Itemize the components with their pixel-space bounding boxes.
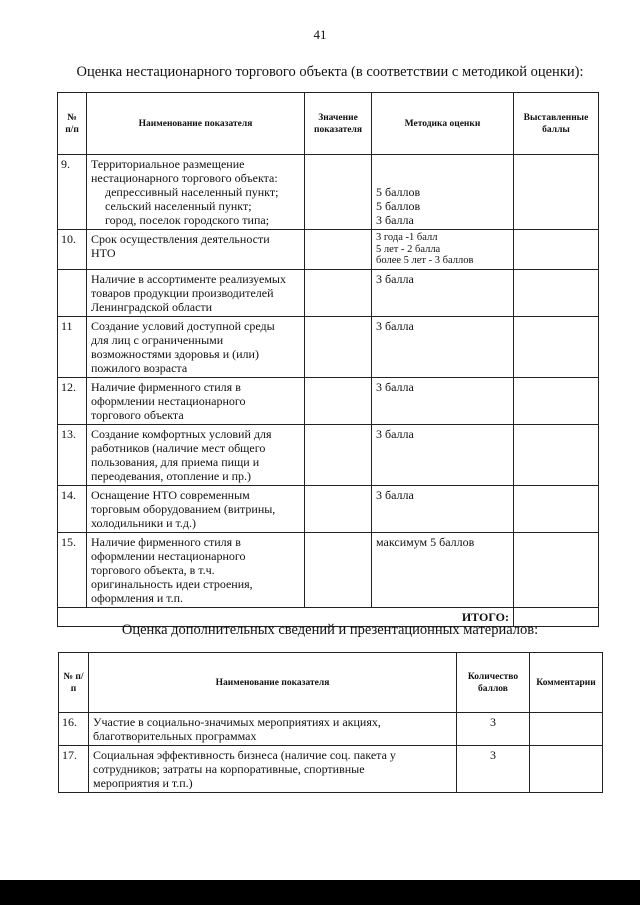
comment-cell [530,746,603,793]
method-line: 3 балла [376,271,414,286]
table-row [58,269,599,316]
row-number: 13. [58,424,87,485]
spacer [376,171,509,185]
indicator-name-line: Срок осуществления деятельности [91,232,270,246]
indicator-name-line: оформления и т.п. [91,590,184,605]
indicator-name-line: Наличие фирменного стиля в [91,379,241,394]
row-number: 16. [59,713,89,746]
additional-info-table [58,652,603,793]
indicator-name-line: оформлении нестационарного [91,548,246,563]
indicator-name-line: торгового объекта, в т.ч. [91,562,215,577]
indicator-name-line: оригинальность идеи строения, [91,576,253,591]
indicator-name-line: для лиц с ограниченными [91,332,224,347]
table-row [58,485,599,532]
indicator-name-line: Территориальное размещение [91,157,245,171]
indicator-name-line: Участие в социально-значимых мероприятиях и акциях, [93,715,381,729]
indicator-name-line: Ленинградской области [91,299,213,314]
points-cell: 3 [457,746,530,793]
method-cell [372,316,514,377]
method-line: 3 балла [376,213,414,227]
table-row [59,713,603,746]
indicator-name-line: Создание условий доступной среды [91,318,275,333]
scan-border [0,880,640,905]
method-line: 3 балла [376,426,414,441]
page-number: 41 [313,27,327,42]
indicator-value [305,532,372,607]
indicator-name [87,377,305,424]
indicator-name [87,269,305,316]
table-row [58,155,599,230]
method-cell [372,485,514,532]
indicator-name-line: Наличие в ассортименте реализуемых [91,271,286,286]
table-row [58,377,599,424]
row-number: 10. [58,230,87,270]
score-cell [514,532,599,607]
table2-title: Оценка дополнительных сведений и презентационных материалов: [121,622,539,638]
method-line: 5 баллов [376,199,421,213]
header-name: Наименование показателя [89,653,457,713]
indicator-name-line: возможностями здоровья и (или) [91,346,259,361]
indicator-name-line: товаров продукции производителей [91,285,274,300]
indicator-name-line: Оснащение НТО современным [91,487,250,502]
row-number: 17. [59,746,89,793]
points-cell: 3 [457,713,530,746]
row-number [58,269,87,316]
score-cell [514,424,599,485]
indicator-name [87,424,305,485]
header-value: Значение показателя [305,93,372,155]
evaluation-table-body [58,155,599,608]
additional-info-table-body [59,713,603,793]
method-line: 5 лет - 2 балла [376,243,441,255]
header-count: Количество баллов [457,653,530,713]
indicator-name-line: нестационарного торгового объекта: [91,171,278,185]
indicator-subitem: депрессивный населенный пункт; [105,185,279,199]
table-row [58,230,599,270]
indicator-name-line: торговым оборудованием (витрины, [91,501,276,516]
indicator-name-line: пожилого возраста [91,360,188,375]
score-cell [514,269,599,316]
score-cell [514,316,599,377]
indicator-name-line: переодевания, отопление и пр.) [91,468,252,483]
indicator-name-line: Наличие фирменного стиля в [91,534,241,549]
indicator-name-line: работников (наличие мест общего [91,440,266,455]
score-cell [514,230,599,270]
indicator-name-line: торгового объекта [91,407,184,422]
method-line: 3 года -1 балл [376,232,438,243]
indicator-name-line: сотрудников; затраты на корпоративные, спортивные [93,762,365,776]
row-number: 11 [58,316,87,377]
indicator-name-line: НТО [91,246,116,260]
row-number: 15. [58,532,87,607]
method-line: 3 балла [376,379,414,394]
indicator-name-line: Социальная эффективность бизнеса (наличие соц. пакета у [93,748,396,762]
indicator-name [87,230,305,270]
indicator-name-line: Создание комфортных условий для [91,426,272,441]
row-number: 14. [58,485,87,532]
score-cell [514,377,599,424]
method-line: 3 балла [376,318,414,333]
indicator-value [305,269,372,316]
indicator-name [87,532,305,607]
spacer [376,157,509,171]
row-number: 9. [58,155,87,230]
indicator-name [87,316,305,377]
header-method: Методика оценки [372,93,514,155]
indicator-name-line: пользования, для приема пищи и [91,454,260,469]
score-cell [514,155,599,230]
indicator-name [89,746,457,793]
indicator-value [305,377,372,424]
method-line: 3 балла [376,487,414,502]
indicator-subitem: сельский населенный пункт; [105,199,252,213]
method-cell [372,155,514,230]
header-score: Выставленные баллы [514,93,599,155]
indicator-value [305,424,372,485]
indicator-name [87,485,305,532]
table-row [58,316,599,377]
header-comment: Комментарии [530,653,603,713]
method-line: более 5 лет - 3 баллов [376,255,474,266]
indicator-name-line: оформлении нестационарного [91,393,246,408]
indicator-name-line: мероприятия и т.п.) [93,776,193,790]
indicator-subitem: город, поселок городского типа; [105,213,270,227]
header-name: Наименование показателя [87,93,305,155]
table-row [58,532,599,607]
table1-title: Оценка нестационарного торгового объекта (в соответствии с методикой оценки): [76,64,584,80]
score-cell [514,485,599,532]
indicator-value [305,230,372,270]
indicator-name-line: холодильники и т.д.) [91,515,196,530]
method-cell [372,230,514,270]
indicator-name [87,155,305,230]
total-label: ИТОГО: [58,607,514,626]
indicator-value [305,155,372,230]
header-num: № п/п [58,93,87,155]
indicator-value [305,316,372,377]
method-cell [372,424,514,485]
comment-cell [530,713,603,746]
header-num: № п/п [59,653,89,713]
method-line: максимум 5 баллов [376,534,475,549]
evaluation-table [57,92,599,627]
method-cell [372,532,514,607]
method-cell [372,377,514,424]
method-line: 5 баллов [376,185,421,199]
indicator-value [305,485,372,532]
table-row [58,424,599,485]
method-cell [372,269,514,316]
indicator-name-line: благотворительных программах [93,729,257,743]
indicator-name [89,713,457,746]
table-row [59,746,603,793]
row-number: 12. [58,377,87,424]
